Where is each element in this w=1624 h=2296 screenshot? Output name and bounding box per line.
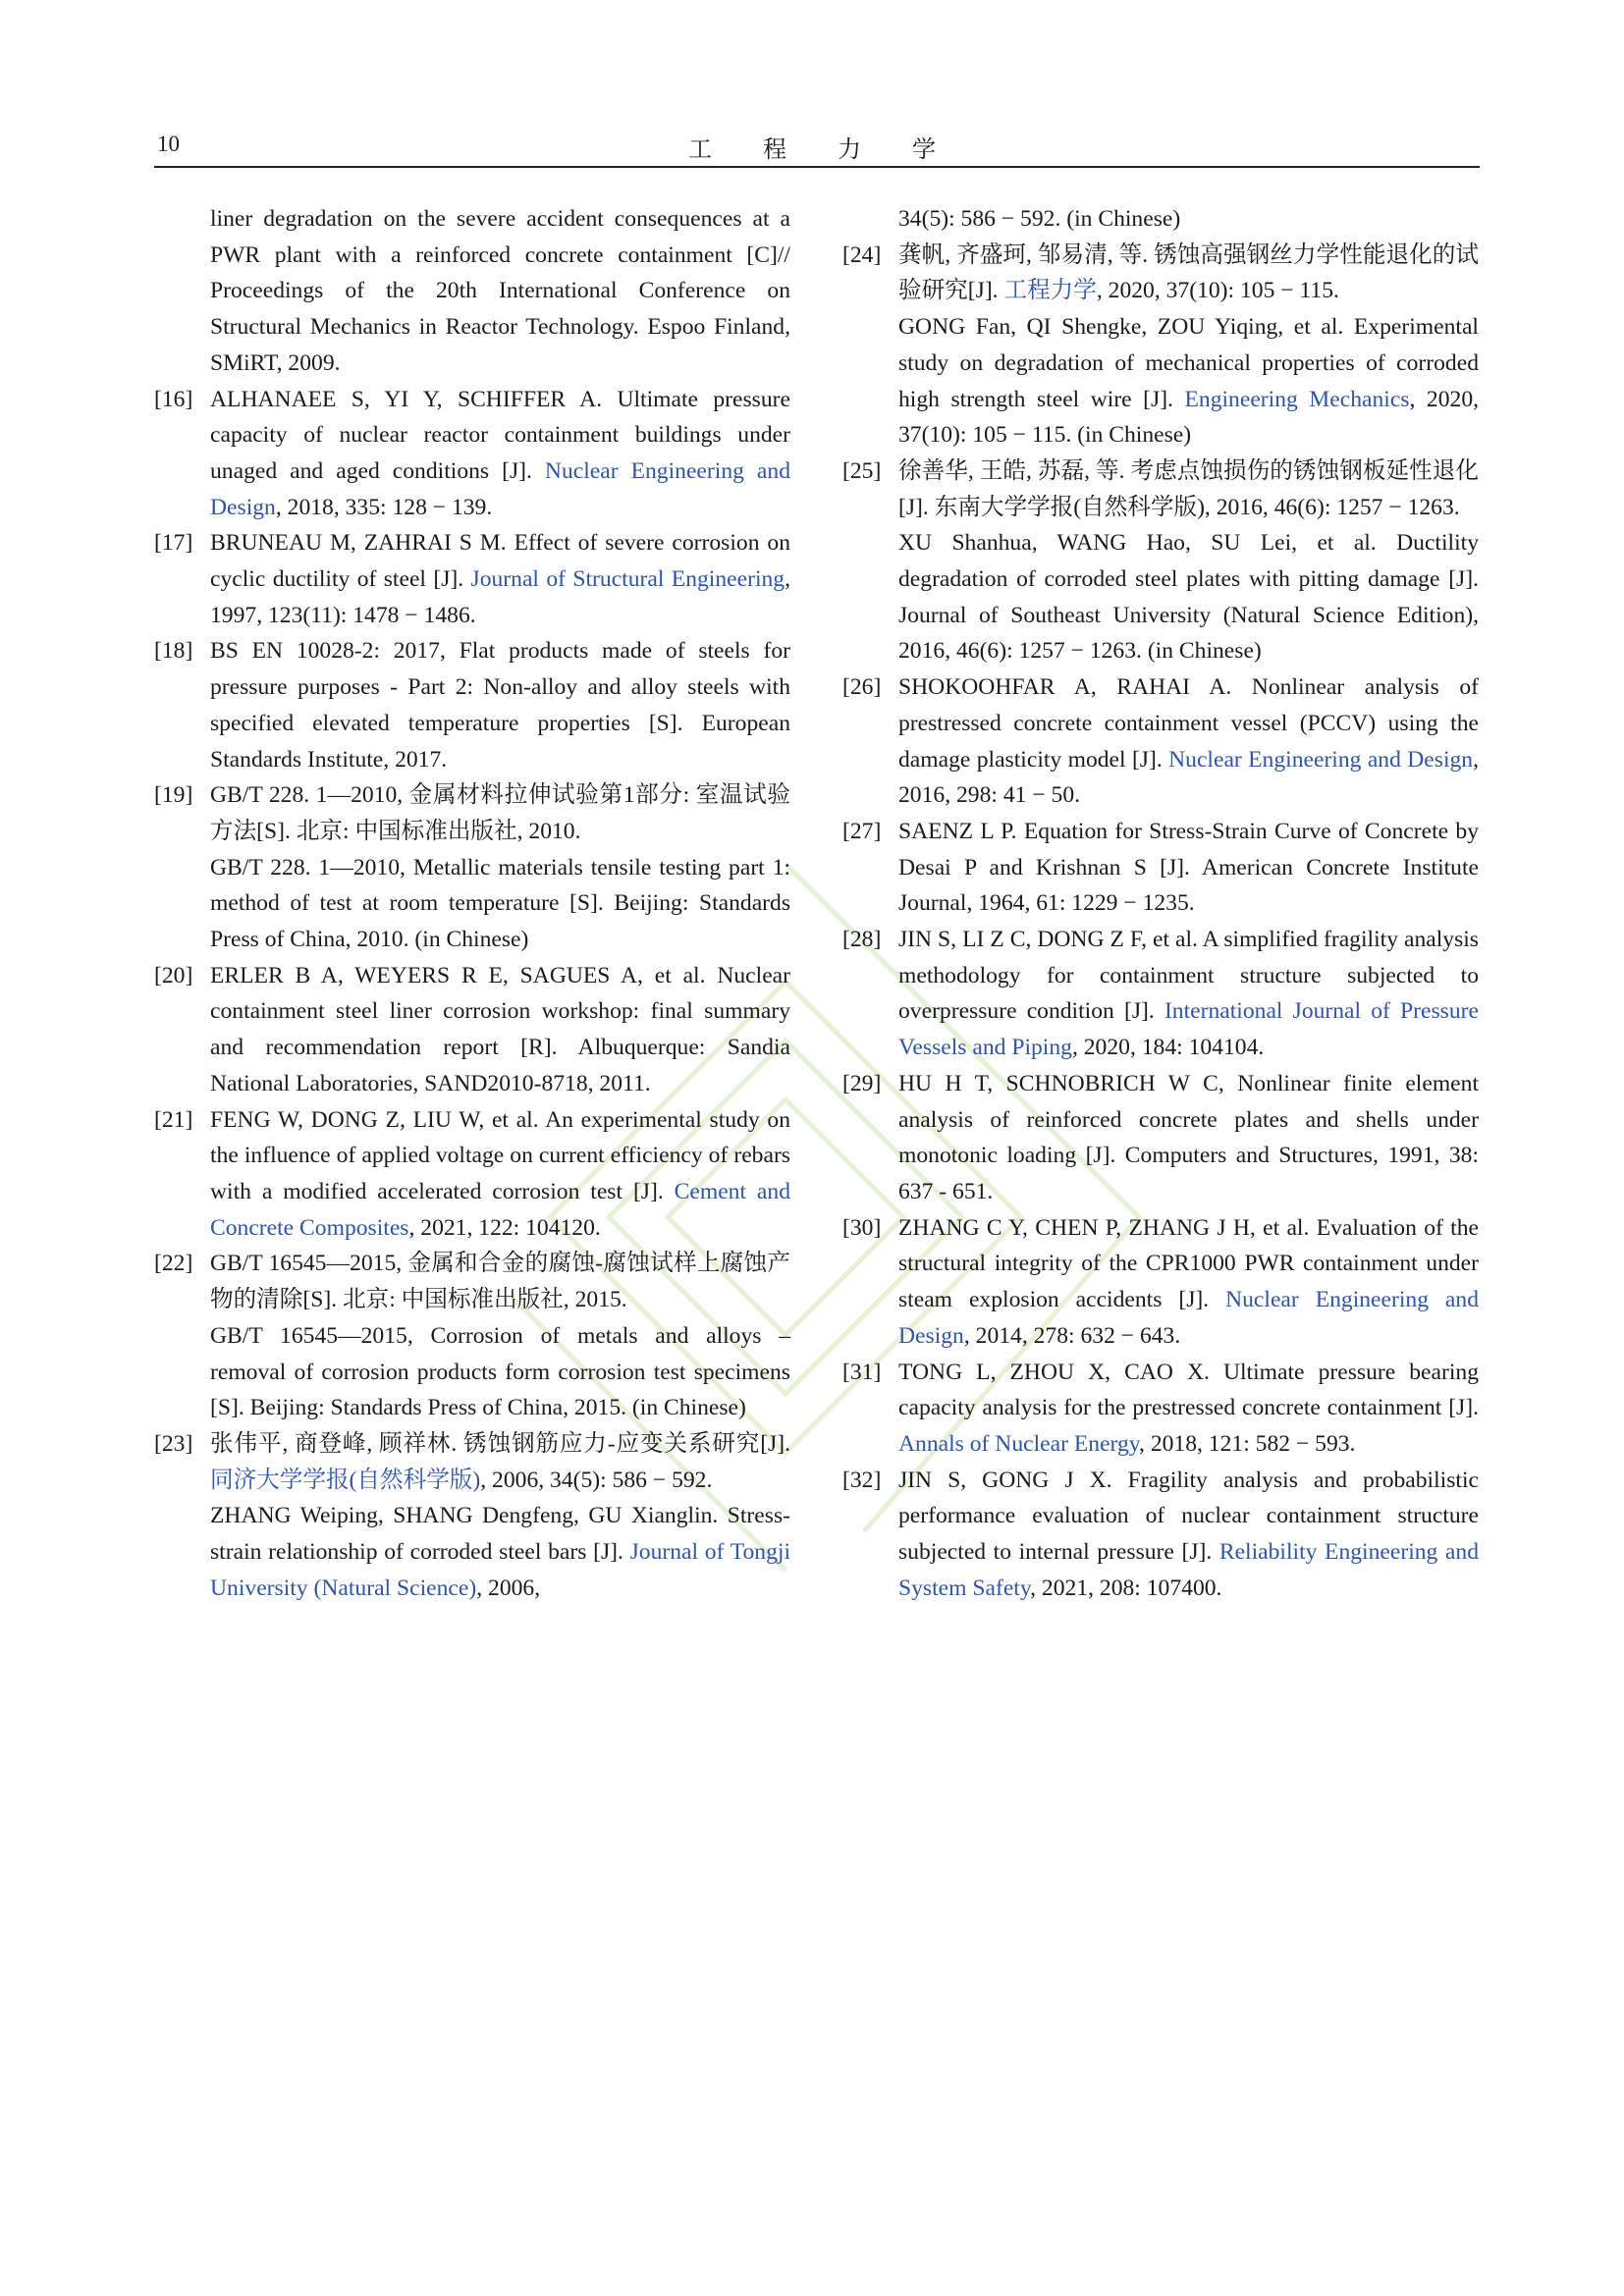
journal-link[interactable]: 同济大学学报(自然科学版) <box>210 1467 481 1493</box>
reference-text <box>898 1210 1479 1355</box>
reference-text <box>898 201 1479 238</box>
reference-entry <box>842 238 1479 454</box>
reference-segment: 徐善华, 王皓, 苏磊, 等. 考虑点蚀损伤的锈蚀钢板延性退化[J]. 东南大学学报(自然科学版), 2016, 46(6): 1257 − 1263. <box>898 457 1479 520</box>
reference-entry <box>842 814 1479 922</box>
reference-segment: XU Shanhua, WANG Hao, SU Lei, et al. Ductility degradation of corroded steel plates with pitting damage [J]. Journal of Southeast University (Natural Science Edition), 2016, 46(6): 1257 − 1263. (in Chinese) <box>898 530 1479 665</box>
reference-number: [26] <box>842 674 882 701</box>
reference-number: [24] <box>842 241 882 268</box>
reference-segment: BRUNEAU M, ZAHRAI S M. Effect of severe corrosion on cyclic ductility of steel [J]. <box>210 530 790 593</box>
reference-number: [28] <box>842 927 882 953</box>
reference-segment: SAENZ L P. Equation for Stress-Strain Curve of Concrete by Desai P and Krishnan S [J]. American Concrete Institute Journal, 1964, 61: 1229 − 1235. <box>898 818 1479 917</box>
reference-segment: ERLER B A, WEYERS R E, SAGUES A, et al. Nuclear containment steel liner corrosion workshop: final summary and recommendation report [R]. Albuquerque: Sandia National Laboratories, SAND2010-8718, 2011. <box>210 962 790 1096</box>
reference-segment: , 2006, <box>476 1575 541 1601</box>
reference-segment: TONG L, ZHOU X, CAO X. Ultimate pressure bearing capacity analysis for the prestressed concrete containment [J]. <box>898 1359 1479 1421</box>
reference-text <box>210 1246 790 1317</box>
reference-entry <box>154 633 790 777</box>
journal-link[interactable]: International Journal of Pressure Vessels and Piping <box>898 998 1479 1061</box>
reference-segment: GB/T 16545—2015, 金属和合金的腐蚀-腐蚀试样上腐蚀产物的清除[S]. 北京: 中国标准出版社, 2015. <box>210 1251 790 1313</box>
journal-link[interactable]: Cement and Concrete Composites <box>210 1178 790 1241</box>
journal-link[interactable]: Reliability Engineering and System Safety <box>898 1539 1479 1601</box>
reference-segment: liner degradation on the severe accident consequences at a PWR plant with a reinforced concrete containment [C]// Proceedings of the 20th International Conference on Structural Mechanics in Reactor Technology. Espoo Finland, SMiRT, 2009. <box>210 206 790 376</box>
journal-link[interactable]: 工程力学 <box>1003 278 1097 304</box>
reference-entry <box>842 1355 1479 1463</box>
reference-number: [25] <box>842 457 882 484</box>
reference-number: [31] <box>842 1359 882 1385</box>
reference-text <box>210 1102 790 1247</box>
reference-entry <box>842 922 1479 1066</box>
journal-link[interactable]: Nuclear Engineering and Design <box>898 1287 1479 1349</box>
reference-text <box>898 454 1479 525</box>
journal-link[interactable]: Nuclear Engineering and Design <box>210 457 790 520</box>
reference-text <box>898 238 1479 309</box>
reference-text <box>898 922 1479 1066</box>
reference-segment: , 2020, 37(10): 105 − 115. (in Chinese) <box>898 386 1480 449</box>
journal-link[interactable]: Journal of Structural Engineering <box>470 566 785 593</box>
reference-segment: , 1997, 123(11): 1478 − 1486. <box>210 566 790 628</box>
reference-segment: 34(5): 586 − 592. (in Chinese) <box>898 206 1181 232</box>
reference-entry <box>842 1463 1479 1607</box>
reference-number: [20] <box>154 962 193 988</box>
reference-number: [16] <box>154 386 193 412</box>
reference-segment: , 2020, 37(10): 105 − 115. <box>1096 278 1339 304</box>
reference-number: [17] <box>154 530 193 557</box>
reference-entry <box>154 382 790 526</box>
reference-text <box>210 777 790 849</box>
page-number: 10 <box>157 132 180 156</box>
reference-number: [18] <box>154 638 193 665</box>
journal-link[interactable]: Annals of Nuclear Energy <box>898 1430 1140 1457</box>
reference-text <box>210 201 790 382</box>
reference-segment: GONG Fan, QI Shengke, ZOU Yiqing, et al. Experimental study on degradation of mechanical properties of corroded high strength steel wire [J]. <box>898 314 1479 412</box>
reference-entry <box>842 454 1479 669</box>
reference-segment: , 2006, 34(5): 586 − 592. <box>480 1467 713 1493</box>
reference-number: [29] <box>842 1070 882 1096</box>
reference-segment: , 2016, 298: 41 − 50. <box>898 746 1480 809</box>
reference-entry <box>154 958 790 1102</box>
reference-number: [19] <box>154 782 193 809</box>
reference-segment: JIN S, GONG J X. Fragility analysis and probabilistic performance evaluation of nuclear containment structure subjected to internal pressure [J]. <box>898 1467 1479 1566</box>
journal-title: 工程力学 <box>688 137 987 163</box>
header-divider <box>154 166 1480 168</box>
reference-segment: JIN S, LI Z C, DONG Z F, et al. A simplified fragility analysis methodology for containment structure subjected to overpressure condition [J]. <box>898 927 1479 1025</box>
reference-entry <box>154 1102 790 1247</box>
reference-text <box>210 1426 790 1498</box>
reference-number: [27] <box>842 818 882 844</box>
reference-continuation <box>154 201 790 382</box>
reference-segment: SHOKOOHFAR A, RAHAI A. Nonlinear analysis of prestressed concrete containment vessel (PCCV) using the damage plasticity model [J]. <box>898 674 1479 773</box>
reference-segment: ZHANG C Y, CHEN P, ZHANG J H, et al. Evaluation of the structural integrity of the CPR1000 PWR containment under steam explosion accidents [J]. <box>898 1214 1479 1313</box>
reference-segment: BS EN 10028-2: 2017, Flat products made of steels for pressure purposes - Part 2: Non-alloy and alloy steels with specified elevated temperature properties [S]. European Standards Institute, 2017. <box>210 638 790 773</box>
reference-number: [32] <box>842 1467 882 1493</box>
reference-number: [23] <box>154 1430 193 1457</box>
references-left-column <box>154 201 790 1606</box>
reference-text <box>210 382 790 526</box>
reference-continuation <box>842 201 1479 238</box>
reference-segment: GB/T 228. 1—2010, Metallic materials tensile testing part 1: method of test at room temperature [S]. Beijing: Standards Press of China, 2010. (in Chinese) <box>210 854 790 953</box>
reference-number: [30] <box>842 1214 882 1241</box>
reference-text <box>898 814 1479 922</box>
reference-segment: , 2018, 335: 128 − 139. <box>275 494 493 520</box>
reference-segment: , 2021, 122: 104120. <box>408 1214 601 1241</box>
reference-segment: 张伟平, 商登峰, 顾祥林. 锈蚀钢筋应力-应变关系研究[J]. <box>210 1430 790 1457</box>
reference-segment: , 2021, 208: 107400. <box>1030 1575 1222 1601</box>
reference-text <box>898 525 1479 669</box>
reference-entry <box>154 777 790 958</box>
journal-link[interactable]: Journal of Tongji University (Natural Science) <box>210 1539 790 1601</box>
reference-segment: ALHANAEE S, YI Y, SCHIFFER A. Ultimate pressure capacity of nuclear reactor containment buildings under unaged and aged conditions [J]. <box>210 386 790 484</box>
reference-segment: , 2014, 278: 632 − 643. <box>963 1322 1181 1349</box>
reference-text <box>210 1318 790 1426</box>
reference-text <box>898 1066 1479 1210</box>
reference-segment: GB/T 16545—2015, Corrosion of metals and alloys – removal of corrosion products form corrosion test specimens [S]. Beijing: Standards Press of China, 2015. (in Chinese) <box>210 1322 790 1421</box>
reference-text <box>210 633 790 777</box>
reference-segment: 龚帆, 齐盛珂, 邹易清, 等. 锈蚀高强钢丝力学性能退化的试验研究[J]. <box>898 241 1479 304</box>
reference-entry <box>842 1066 1479 1210</box>
reference-text <box>210 958 790 1102</box>
journal-link[interactable]: Engineering Mechanics <box>1184 386 1410 412</box>
reference-segment: GB/T 228. 1—2010, 金属材料拉伸试验第1部分: 室温试验方法[S]. 北京: 中国标准出版社, 2010. <box>210 782 790 844</box>
reference-number: [22] <box>154 1251 193 1277</box>
reference-segment: HU H T, SCHNOBRICH W C, Nonlinear finite element analysis of reinforced concrete plates and shells under monotonic loading [J]. Computers and Structures, 1991, 38: 637 - 651. <box>898 1070 1479 1204</box>
reference-segment: , 2020, 184: 104104. <box>1071 1035 1265 1061</box>
references-right-column <box>842 201 1479 1606</box>
reference-entry <box>154 1426 790 1607</box>
reference-segment: ZHANG Weiping, SHANG Dengfeng, GU Xianglin. Stress-strain relationship of corroded steel bars [J]. <box>210 1503 790 1566</box>
reference-text <box>898 1355 1479 1463</box>
reference-text <box>898 1463 1479 1607</box>
reference-entry <box>842 669 1479 814</box>
journal-link[interactable]: Nuclear Engineering and Design <box>1168 746 1474 773</box>
reference-text <box>210 525 790 633</box>
reference-text <box>210 850 790 958</box>
reference-text <box>210 1498 790 1606</box>
reference-number: [21] <box>154 1106 193 1133</box>
reference-entry <box>842 1210 1479 1355</box>
reference-segment: FENG W, DONG Z, LIU W, et al. An experimental study on the influence of applied voltage on current efficiency of rebars with a modified accelerated corrosion test [J]. <box>210 1106 790 1204</box>
reference-text <box>898 669 1479 814</box>
reference-entry <box>154 1246 790 1426</box>
reference-text <box>898 309 1479 454</box>
reference-segment: , 2018, 121: 582 − 593. <box>1139 1430 1356 1457</box>
reference-entry <box>154 525 790 633</box>
